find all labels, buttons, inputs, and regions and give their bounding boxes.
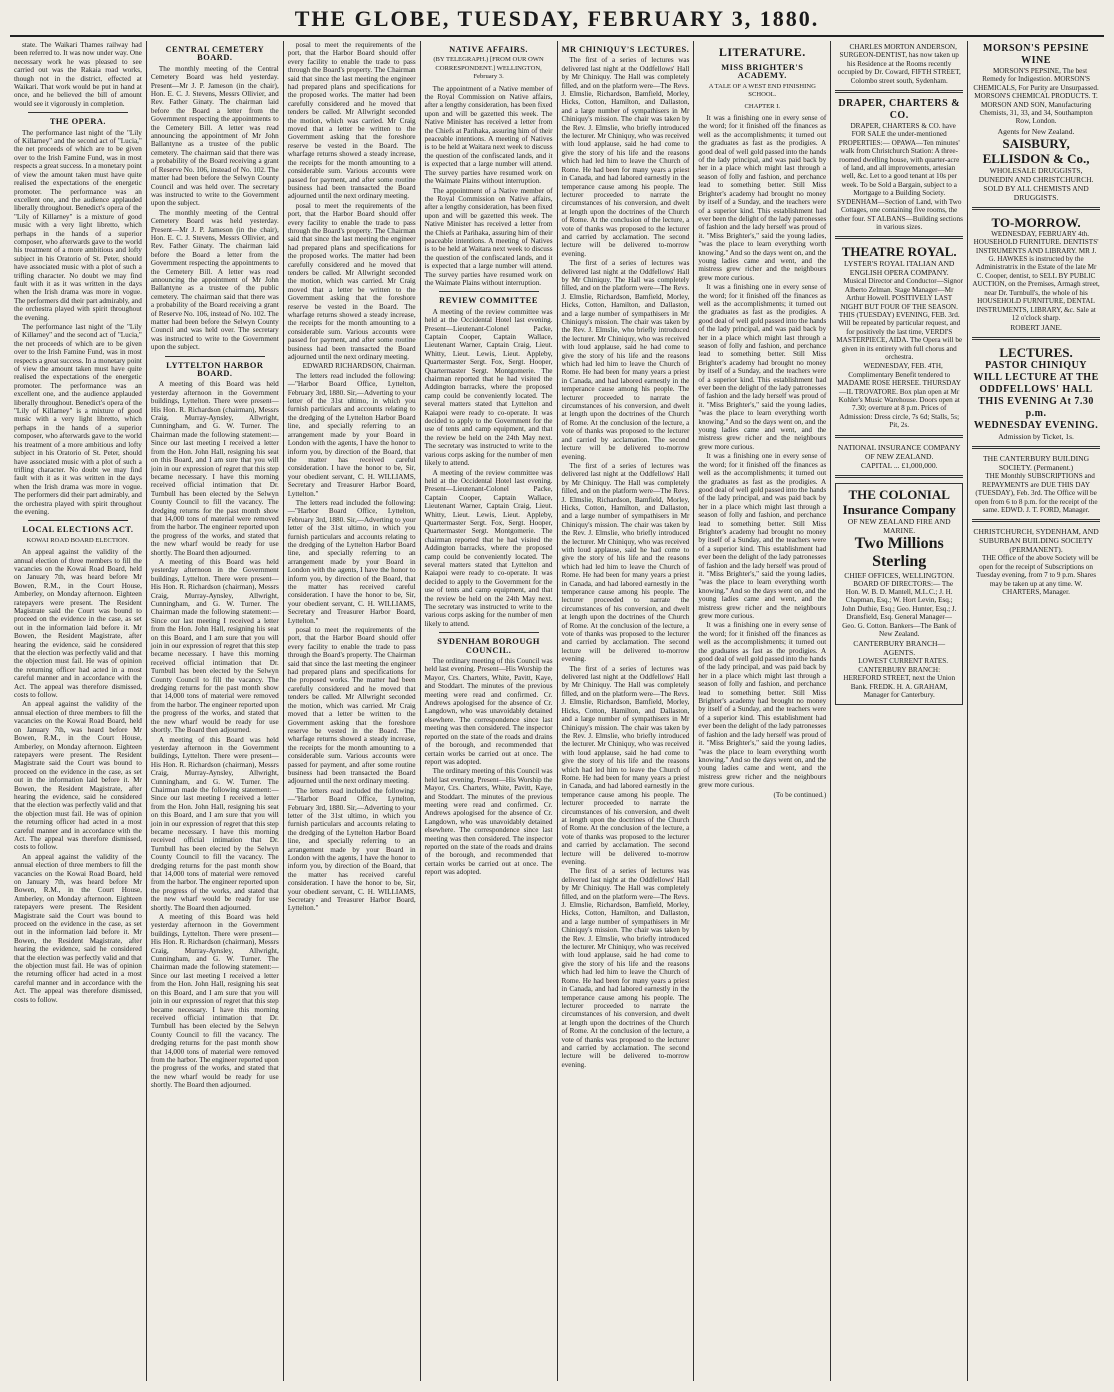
sydenham-heading: SYDENHAM BOROUGH COUNCIL. bbox=[437, 637, 540, 655]
chapter-heading: CHAPTER I. bbox=[744, 102, 781, 110]
opera-heading: THE OPERA. bbox=[49, 117, 107, 127]
ad-national-insurance-capital: CAPITAL ... £1,000,000. bbox=[860, 460, 938, 470]
sydenham-body: The ordinary meeting of this Council was held last evening. Present—His Worship the Mayor, Crs. Charters, White, Pavitt, Kaye, and Stoddart. The minutes of the previous meeting were read and confirmed. Cr. Andrews apologised for the absence of Cr. Langdown, who was unavoidably detained elsewhere. The correspondence since last meeting was then considered. The inspector reported on the state of the roads and drains of the borough, and recommended that certain works be carried out at once. The report was adopted. bbox=[424, 657, 553, 766]
local-elections-subheading: KOWAI ROAD BOARD ELECTION. bbox=[26, 536, 130, 544]
local-elections-body-cont2: An appeal against the validity of the annual election of three members to fill the vacancies on the Kowai Road Board, held on January 7th, was heard before Mr Bowen, R.M., in the Court House, Amberley, on Monday afternoon. Eighteen ratepayers were present. The Resident Magistrate said the Court was bound to proceed on the evidence in the case, as set out in the information laid before it. Mr Bowen, the Resident Magistrate, after hearing the evidence, said he considered that the election was perfectly valid and that the objection must fail. He was of opinion the returning officer had acted in a most careful manner and in accordance with the Act. The appeal was therefore dismissed, costs to follow. bbox=[14, 852, 142, 1004]
column-4 bbox=[421, 41, 558, 1381]
cemetery-body-cont: The monthly meeting of the Central Cemetery Board was held yesterday. Present—Mr J. P. Jameson (in the chair), Hon. E. C. J. Stevens, Messrs Ollivier, and Rev. Father Ginaty. The chairman laid before the Board a letter from the Government respecting the appointments to the Cemetery Bill. A letter was read announcing the appointment of Mr John Ballantyne as a trustee of the public cemetery. The chairman said that there was a probability of the Board receiving a grant of Reserve No. 106, instead of No. 102. The matter had been before the Selwyn County Council and was held over. The secretary was instructed to write to the Government upon the subject. bbox=[150, 208, 279, 352]
ad-national-insurance-title: NATIONAL INSURANCE COMPANY OF NEW ZEALAND. bbox=[837, 442, 961, 461]
literature-subtitle: A TALE OF A WEST END FINISHING SCHOOL. bbox=[708, 82, 816, 99]
to-be-continued: (To be continued.) bbox=[773, 790, 827, 799]
ad-lectures-title: LECTURES. bbox=[999, 345, 1073, 361]
literature-title: MISS BRIGHTER'S ACADEMY. bbox=[721, 63, 804, 81]
ad-sydenham-society-body: THE Office of the above Society will be open for the receipt of Subscriptions on Tuesday evening, from 7 to 9 p.m. Shares may be taken up at any time. W. CHARTERS, Manager. bbox=[976, 554, 1099, 596]
literature-body-2: It was a finishing one in every sense of the word; for it finished off the finances as well as the accomplishments; it turned out the graduates as fast as the prodigies. A good deal of well gold passed into the hands of the lady principal, and was paid back by her in a place which might last through a season of folly and fashion, and perchance lead to something better. Still Miss Brighter's academy had brought no money by itself of a Sunday, and the teachers were of a superior kind. This establishment had ever been the delight of the lady patronesses of fashion and the lady herself was proud of it. "Miss Brighter's," said the young ladies, "was the place to learn everything worth knowing." And so the days went on, and the young ladies came and went, and the mistress grew richer and the neighbours grew more curious. bbox=[698, 283, 827, 451]
ad-draper-body: DRAPER, CHARTERS & CO. have FOR SALE the under-mentioned PROPERTIES:— OPAWA—Ten minutes' walk from Christchurch Station: A three-roomed dwelling house, with quarter-acre of land, and all improvements, artesian well, &c. Let to a good tenant at 10s per week. To be Sold a Bargain, subject to a Mortgage to a Building Society. SYDENHAM—Section of Land, with Two Cottages, one containing five rooms, the other four. ST ALBANS—Building sections in various sizes. bbox=[835, 122, 963, 231]
article-intro: state. The Waikari Thames railway had been referred to. It was now under way. One necessary work he was pleased to see carried out was the Rakaia road works, though not in the district, effected at Waikari. That work would be put in hand at once, and he believed the bill of amount would see it vigorously in completion. bbox=[14, 41, 142, 108]
chiniquy-heading: MR CHINIQUY'S LECTURES. bbox=[561, 45, 690, 54]
letters-body-4: The letters read included the following:—"Harbor Board Office, Lyttelton, February 3rd, 1880. Sir,—Adverting to your letter of the 31st ultimo, in which you furnish particulars and accounts relating to the dredging of the Lyttelton Harbor Board line, and specially referring to an arrangement made by your Board in London with the agents, I have the honor to inform you, by direction of the Board, that the matter has received careful consideration. I have the honor to be, Sir, your obedient servant, C. H. WILLIAMS, Secretary and Treasurer Harbor Board, Lyttelton." bbox=[287, 786, 416, 913]
review-committee-body: A meeting of the review committee was held at the Occidental Hotel last evening. Present—Lieutenant-Colonel Packe, Captain Cooper, Captain Wallace, Lieutenant Warner, Captain Craig, Lieut. Whitty, Lieut. Lewis, Lieut. Appleby, Quartermaster Sergt. Fox, Sergt. Hooper, Quartermaster Sergt. Montgomerie. The chairman reported that he had visited the Addington barracks, where the proposed camp could be conveniently located. The several matters stated that Lyttelton and Kaiapoi were ready to co-operate. It was decided to apply to the Government for the use of tents and camp equipment, and that the review be held on the 24th May next. The secretary was instructed to write to the various corps asking for the number of men likely to attend. bbox=[424, 307, 553, 468]
column-5 bbox=[558, 41, 695, 1381]
native-affairs-body-cont: The appointment of a Native member of the Royal Commission on Native affairs, after a lengthy consideration, has been fixed upon and will be gazetted this week. The Native Minister has received a letter from the Chiefs at Parihaka, assuring him of their peaceable intentions. A meeting of Natives is to be held at Waitara next week to discuss the question of the confiscated lands, and it is expected that a large number will attend. The survey parties have resumed work on the Waimate Plains without interruption. bbox=[424, 186, 553, 287]
divider bbox=[28, 520, 128, 521]
literature-body: It was a finishing one in every sense of the word; for it finished off the finances as well as the accomplishments; it turned out the graduates as fast as the prodigies. A good deal of well gold passed into the hands of the lady principal, and was paid back by her in a place which might last through a season of folly and fashion, and perchance lead to something better. Still Miss Brighter's academy had brought no money by itself of a Sunday, and the teachers were of a superior kind. This establishment had ever been the delight of the lady patronesses of fashion and the lady herself was proud of it. "Miss Brighter's," said the young ladies, "was the place to learn everything worth knowing." And so the days went on, and the young ladies came and went, and the mistress grew richer and the neighbours grew more curious. bbox=[698, 114, 827, 282]
native-affairs-dateline: (BY TELEGRAPH.) [FROM OUR OWN CORRESPONDENT.] WELLINGTON, February 3. bbox=[433, 56, 544, 81]
divider bbox=[972, 337, 1100, 340]
columns bbox=[10, 41, 1104, 1381]
cemetery-body: The monthly meeting of the Central Cemetery Board was held yesterday. Present—Mr J. P. Jameson (in the chair), Hon. E. C. J. Stevens, Messrs Ollivier, and Rev. Father Ginaty. The chairman laid before the Board a letter from the Government respecting the appointments to the Cemetery Bill. A letter was read announcing the appointment of Mr John Ballantyne as a trustee of the public cemetery. The chairman said that there was a probability of the Board receiving a grant of Reserve No. 106, instead of No. 102. The matter had been before the Selwyn County Council and was held over. The secretary was instructed to write to the Government upon the subject. bbox=[150, 64, 279, 208]
divider bbox=[439, 291, 539, 292]
review-committee-body-cont: A meeting of the review committee was held at the Occidental Hotel last evening. Present—Lieutenant-Colonel Packe, Captain Cooper, Captain Wallace, Lieutenant Warner, Captain Craig, Lieut. Whitty, Lieut. Lewis, Lieut. Appleby, Quartermaster Sergt. Fox, Sergt. Hooper, Quartermaster Sergt. Montgomerie. The chairman reported that he had visited the Addington barracks, where the proposed camp could be conveniently located. The several matters stated that Lyttelton and Kaiapoi were ready to co-operate. It was decided to apply to the Government for the use of tents and camp equipment, and that the review be held on the 24th May next. The secretary was instructed to write to the various corps asking for the number of men likely to attend. bbox=[424, 468, 553, 628]
column-6 bbox=[694, 41, 831, 1381]
divider bbox=[835, 236, 963, 239]
lyttelton-continued-2: posal to meet the requirements of the port, that the Harbor Board should offer every facility to enable the trade to pass through the Board's property. The Chairman said that since the last meeting the engineer had prepared plans and specifications for the proposed works. The matter had been carefully considered and he moved that tenders be called. Mr Allwright seconded the motion, which was carried. Mr Craig moved that a letter be written to the Government asking that the foreshore reserve be vested in the Board. The wharfage returns showed a steady increase, the receipts for the month amounting to a considerable sum. Various accounts were passed for payment, and after some routine business had been transacted the Board adjourned until the next ordinary meeting. bbox=[287, 201, 416, 362]
ad-morson-agents: Agents for New Zealand. bbox=[997, 126, 1075, 136]
column-3 bbox=[284, 41, 421, 1381]
ad-auction-body: WEDNESDAY, FEBRUARY 4th. HOUSEHOLD FURNITURE. DENTISTS' INSTRUMENTS AND LIBRARY. MR J. G. HAWKES is instructed by the Administratrix in the Estate of the late Mr C. Cooper, dentist, to SELL BY PUBLIC AUCTION, on the Premises, Armagh street, near Dr. Turnbull's, the whole of his HOUSEHOLD FURNITURE, DENTAL INSTRUMENTS, LIBRARY, &c. Sale at 12 o'clock sharp. bbox=[972, 229, 1100, 322]
ad-building-society-body: THE Monthly SUBSCRIPTIONS and REPAYMENTS are DUE THIS DAY (TUESDAY), Feb. 3rd. The Office will be open from 6 to 8 p.m. for the receipt of the same. EDWD. J. T. FORD, Manager. bbox=[974, 472, 1098, 514]
local-elections-body: An appeal against the validity of the annual election of three members to fill the vacancies on the Kowai Road Board, held on January 7th, was heard before Mr Bowen, R.M., in the Court House, Amberley, on Monday afternoon. Eighteen ratepayers were present. The Resident Magistrate said the Court was bound to proceed on the evidence in the case, as set out in the information laid before it. Mr Bowen, the Resident Magistrate, after hearing the evidence, said he considered that the election was perfectly valid and that the objection must fail. He was of opinion the returning officer had acted in a most careful manner and in accordance with the Act. The appeal was therefore dismissed, costs to follow. bbox=[14, 548, 142, 700]
masthead: THE GLOBE, TUESDAY, FEBRUARY 3, 1880. bbox=[10, 6, 1104, 37]
letters-body-3: posal to meet the requirements of the port, that the Harbor Board should offer every facility to enable the trade to pass through the Board's property. The Chairman said that since the last meeting the engineer had prepared plans and specifications for the proposed works. The matter had been carefully considered and he moved that tenders be called. Mr Allwright seconded the motion, which was carried. Mr Craig moved that a letter be written to the Government asking that the foreshore reserve be vested in the Board. The wharfage returns showed a steady increase, the receipts for the month amounting to a considerable sum. Various accounts were passed for payment, and after some routine business had been transacted the Board adjourned until the next ordinary meeting. bbox=[287, 626, 416, 786]
column-8 bbox=[968, 41, 1104, 1381]
ad-sydenham-society-title: CHRISTCHURCH, SYDENHAM, AND SUBURBAN BUILDING SOCIETY (PERMANENT). bbox=[973, 527, 1099, 555]
opera-body-cont: The performance last night of the "Lily of Killarney" and the second act of "Lucia," the net proceeds of which are to be given over to the Irish Famine Fund, was in most respects a great success. In a monetary point of view the amount taken must have quite realised the expectations of the energetic promoter. The performance was an excellent one, and the audience applauded liberally throughout. Benedict's opera of the "Lily of Killarney" is a mixture of good music with a very light libretto, which perhaps in the hands of a superior composer, who afterwards gave to the world his treatment of a more ambitious and lofty subject in his Oratorio of St. Peter, should have associated music with a plot of such a trifling character. No doubt we may find fault with it as it was written in the days when the Irish drama was more in vogue. The performers did their part admirably, and the orchestra played with spirit throughout the evening. bbox=[14, 323, 142, 516]
ad-morson-body: MORSON'S PEPSINE, The best Remedy for Indigestion. MORSON'S CHEMICALS, For Purity are Unsurpassed. MORSON'S CHEMICAL PRODUCTS. T. MORSON AND SON, Manufacturing Chemists, 31, 33, and 34, Southampton Row, London. bbox=[973, 67, 1099, 126]
ad-auction-title: TO-MORROW. bbox=[991, 214, 1081, 230]
ad-sold-by: SOLD BY ALL CHEMISTS AND DRUGGISTS. bbox=[983, 183, 1089, 202]
divider bbox=[439, 632, 539, 633]
ad-lectures bbox=[972, 345, 1100, 441]
ad-theatre-title: THEATRE ROYAL. bbox=[841, 244, 957, 260]
lyttelton-body-cont: A meeting of this Board was held yesterday afternoon in the Government buildings, Lyttelton. There were present—His Hon. R. Richardson (chairman), Messrs Craig, Murray-Aynsley, Allwright, Cunningham, and G. W. Turner. The Chairman made the following statement:—Since our last meeting I received a letter from the Hon. John Hall, resigning his seat on this Board, and I am sure that you will join in our expression of regret that this step became necessary. I have this morning received official intimation that Dr. Turnbull has been elected by the Selwyn County Council to fill the vacancy. The dredging returns for the past month show that 14,000 tons of material were removed from the harbor. The engineer reported upon the progress of the works, and stated that the new wharf would be ready for use shortly. The Board then adjourned. bbox=[150, 557, 279, 735]
chiniquy-body-2: The first of a series of lectures was delivered last night at the Oddfellows' Hall by Mr Chiniquy. The Hall was completely filled, and on the platform were—The Revs. J. Elmslie, Richardson, Bamfield, Morley, Hicks, Cotton, Hamilton, and Dallaston, and a large number of sympathisers in Mr Chiniquy's mission. The chair was taken by the Rev. J. Elmslie, who briefly introduced the lecturer. Mr Chiniquy, who was received with loud applause, said he had come to give the story of his life and the reasons which had led him to leave the Church of Rome. He had been for many years a priest in Canada, and had labored earnestly in the temperance cause among his people. The lecturer proceeded to narrate the circumstances of his conversion, and dwelt at length upon the doctrines of the Church of Rome. At the conclusion of the lecture, a vote of thanks was proposed to the lecturer and carried by acclamation. The second lecture will be delivered to-morrow evening. bbox=[561, 259, 690, 461]
lyttelton-body: A meeting of this Board was held yesterday afternoon in the Government buildings, Lyttelton. There were present—His Hon. R. Richardson (chairman), Messrs Craig, Murray-Aynsley, Allwright, Cunningham, and G. W. Turner. The Chairman made the following statement:—Since our last meeting I received a letter from the Hon. John Hall, resigning his seat on this Board, and I am sure that you will join in our expression of regret that this step became necessary. I have this morning received official intimation that Dr. Turnbull has been elected by the Selwyn County Council to fill the vacancy. The dredging returns for the past month show that 14,000 tons of material were removed from the harbor. The engineer reported upon the progress of the works, and stated that the new wharf would be ready for use shortly. The Board then adjourned. bbox=[150, 380, 279, 557]
ad-lectures-admission: Admission by Ticket, 1s. bbox=[998, 432, 1074, 442]
ad-auction bbox=[972, 215, 1100, 332]
ad-sydenham-society bbox=[972, 527, 1100, 596]
ad-colonial-branch: LOWEST CURRENT RATES. CANTERBURY BRANCH: HEREFORD STREET, next the Union Bank. FREDK. H. A. GRAHAM, Manager for Canterbury. bbox=[843, 657, 956, 700]
native-affairs-heading: NATIVE AFFAIRS. bbox=[449, 45, 528, 54]
literature-body-4: It was a finishing one in every sense of the word; for it finished off the finances as well as the accomplishments; it turned out the graduates as fast as the prodigies. A good deal of well gold passed into the hands of the lady principal, and was paid back by her in a place which might last through a season of folly and fashion, and perchance lead to something better. Still Miss Brighter's academy had brought no money by itself of a Sunday, and the teachers were of a superior kind. This establishment had ever been the delight of the lady patronesses of fashion and the lady herself was proud of it. "Miss Brighter's," said the young ladies, "was the place to learn everything worth knowing." And so the days went on, and the young ladies came and went, and the mistress grew richer and the neighbours grew more curious. bbox=[698, 621, 827, 790]
ad-salisbury-title: SAISBURY, ELLISDON & Co., bbox=[982, 135, 1090, 166]
letters-body: The letters read included the following:—"Harbor Board Office, Lyttelton, February 3rd, 1880. Sir,—Adverting to your letter of the 31st ultimo, in which you furnish particulars and accounts relating to the dredging of the Lyttelton Harbor Board line, and specially referring to an arrangement made by your Board in London with the agents, I have the honor to inform you, by direction of the Board, that the matter has received careful consideration. I have the honor to be, Sir, your obedient servant, C. H. WILLIAMS, Secretary and Treasurer Harbor Board, Lyttelton." bbox=[287, 371, 416, 498]
ad-theatre-body: Musical Director and Conductor—Signor Alberto Zelman. Stage Manager—Mr Arthur Howell. POSITIVELY LAST NIGHT BUT FOUR OF THE SEASON. THIS (TUESDAY) EVENING, FEB. 3rd. Will be repeated by particular request, and for positively the last time, VERDI'S MASTERPIECE, AIDA. The Opera will be given in its entirety with full chorus and orchestra. bbox=[836, 277, 963, 361]
chiniquy-body-5: The first of a series of lectures was delivered last night at the Oddfellows' Hall by Mr Chiniquy. The Hall was completely filled, and on the platform were—The Revs. J. Elmslie, Richardson, Bamfield, Morley, Hicks, Cotton, Hamilton, and Dallaston, and a large number of sympathisers in Mr Chiniquy's mission. The chair was taken by the Rev. J. Elmslie, who briefly introduced the lecturer. Mr Chiniquy, who was received with loud applause, said he had come to give the story of his life and the reasons which had led him to leave the Church of Rome. He had been for many years a priest in Canada, and had labored earnestly in the temperance cause among his people. The lecturer proceeded to narrate the circumstances of his conversion, and dwelt at length upon the doctrines of the Church of Rome. At the conclusion of the lecture, a vote of thanks was proposed to the lecturer and carried by acclamation. The second lecture will be delivered to-morrow evening. bbox=[561, 867, 690, 1069]
divider bbox=[835, 435, 963, 438]
ad-auction-auctioneer: ROBERT JANE. bbox=[1010, 323, 1062, 333]
ad-salisbury-body: WHOLESALE DRUGGISTS, DUNEDIN AND CHRISTCHURCH. bbox=[978, 165, 1094, 184]
native-affairs-body: The appointment of a Native member of the Royal Commission on Native affairs, after a lengthy consideration, has been fixed upon and will be gazetted this week. The Native Minister has received a letter from the Chiefs at Parihaka, assuring him of their peaceable intentions. A meeting of Natives is to be held at Waitara next week to discuss the question of the confiscated lands, and it is expected that a large number will attend. The survey parties have resumed work on the Waimate Plains without interruption. bbox=[424, 84, 553, 186]
lyttelton-heading: LYTTELTON HARBOR BOARD. bbox=[166, 360, 264, 379]
chiniquy-body: The first of a series of lectures was delivered last night at the Oddfellows' Hall by Mr Chiniquy. The Hall was completely filled, and on the platform were—The Revs. J. Elmslie, Richardson, Bamfield, Morley, Hicks, Cotton, Hamilton, and Dallaston, and a large number of sympathisers in Mr Chiniquy's mission. The chair was taken by the Rev. J. Elmslie, who briefly introduced the lecturer. Mr Chiniquy, who was received with loud applause, said he had come to give the story of his life and the reasons which had led him to leave the Church of Rome. He had been for many years a priest in Canada, and had labored earnestly in the temperance cause among his people. The lecturer proceeded to narrate the circumstances of his conversion, and dwelt at length upon the doctrines of the Church of Rome. At the conclusion of the lecture, a vote of thanks was proposed to the lecturer and carried by acclamation. The second lecture will be delivered to-morrow evening. bbox=[561, 56, 690, 258]
signature: EDWARD RICHARDSON, Chairman. bbox=[302, 362, 416, 371]
ad-morson bbox=[972, 43, 1100, 202]
ad-lectures-wednesday: WEDNESDAY EVENING. bbox=[973, 420, 1099, 432]
ad-colonial-subtitle: OF NEW ZEALAND FIRE AND MARINE. bbox=[847, 516, 951, 535]
ad-building-society-title: THE CANTERBURY BUILDING SOCIETY. (Permanent.) bbox=[983, 454, 1090, 473]
column-1 bbox=[10, 41, 147, 1381]
ad-theatre-schedule: WEDNESDAY, FEB. 4TH, Complimentary Benefit tendered to MADAME ROSE HERSEE. THURSDAY—IL TROVATORE. Box plan open at Mr Kohler's Music Warehouse. Doors open at 7.30; overture at 8 p.m. Prices of Admission: Dress circle, 7s 6d; Stalls, 5s; Pit, 2s. bbox=[837, 362, 962, 430]
lyttelton-continued: posal to meet the requirements of the port, that the Harbor Board should offer every facility to enable the trade to pass through the Board's property. The Chairman said that since the last meeting the engineer had prepared plans and specifications for the proposed works. The matter had been carefully considered and he moved that tenders be called. Mr Allwright seconded the motion, which was carried. Mr Craig moved that a letter be written to the Government asking that the foreshore reserve be vested in the Board. The wharfage returns showed a steady increase, the receipts for the month amounting to a considerable sum. Various accounts were passed for payment, and after some routine business had been transacted the Board adjourned until the next ordinary meeting. bbox=[287, 41, 416, 201]
ad-draper bbox=[835, 98, 963, 231]
sydenham-body-cont: The ordinary meeting of this Council was held last evening. Present—His Worship the Mayor, Crs. Charters, White, Pavitt, Kaye, and Stoddart. The minutes of the previous meeting were read and confirmed. Cr. Andrews apologised for the absence of Cr. Langdown, who was unavoidably detained elsewhere. The correspondence since last meeting was then considered. The inspector reported on the state of the roads and drains of the borough, and recommended that certain works be carried out at once. The report was adopted. bbox=[424, 767, 553, 877]
divider bbox=[835, 475, 963, 478]
ad-colonial-directors: BOARD OF DIRECTORS:— The Hon. W. B. D. Mantell, M.L.C.; J. H. Chapman, Esq.; W. Hort Levin, Esq.; John Duthie, Esq.; Geo. Hunter, Esq.; J. Dransfield, Esq. General Manager—Geo. G. Cotton. Bankers—The Bank of New Zealand. bbox=[841, 579, 957, 639]
ad-building-society bbox=[972, 454, 1100, 514]
ad-colonial-title: THE COLONIAL Insurance Company bbox=[842, 486, 956, 517]
divider bbox=[28, 112, 128, 113]
ad-theatre bbox=[835, 244, 963, 429]
local-elections-heading: LOCAL ELECTIONS ACT. bbox=[22, 525, 134, 535]
chiniquy-body-3: The first of a series of lectures was delivered last night at the Oddfellows' Hall by Mr Chiniquy. The Hall was completely filled, and on the platform were—The Revs. J. Elmslie, Richardson, Bamfield, Morley, Hicks, Cotton, Hamilton, and Dallaston, and a large number of sympathisers in Mr Chiniquy's mission. The chair was taken by the Rev. J. Elmslie, who briefly introduced the lecturer. Mr Chiniquy, who was received with loud applause, said he had come to give the story of his life and the reasons which had led him to leave the Church of Rome. He had been for many years a priest in Canada, and had labored earnestly in the temperance cause among his people. The lecturer proceeded to narrate the circumstances of his conversion, and dwelt at length upon the doctrines of the Church of Rome. At the conclusion of the lecture, a vote of thanks was proposed to the lecturer and carried by acclamation. The second lecture will be delivered to-morrow evening. bbox=[561, 461, 690, 664]
ad-colonial-capital: Two Millions Sterling bbox=[854, 534, 944, 570]
literature-body-3: It was a finishing one in every sense of the word; for it finished off the finances as well as the accomplishments; it turned out the graduates as fast as the prodigies. A good deal of well gold passed into the hands of the lady principal, and was paid back by her in a place which might last through a season of folly and fashion, and perchance lead to something better. Still Miss Brighter's academy had brought no money by itself of a Sunday, and the teachers were of a superior kind. This establishment had ever been the delight of the lady patronesses of fashion and the lady herself was proud of it. "Miss Brighter's," said the young ladies, "was the place to learn everything worth knowing." And so the days went on, and the young ladies came and went, and the mistress grew richer and the neighbours grew more curious. bbox=[698, 452, 827, 620]
divider bbox=[165, 356, 265, 357]
divider bbox=[972, 519, 1100, 522]
literature-heading: LITERATURE. bbox=[718, 45, 806, 59]
ad-colonial-insurance bbox=[835, 483, 963, 705]
opera-body: The performance last night of the "Lily of Killarney" and the second act of "Lucia," the net proceeds of which are to be given over to the Irish Famine Fund, was in most respects a great success. In a monetary point of view the amount taken must have quite realised the expectations of the energetic promoter. The performance was an excellent one, and the audience applauded liberally throughout. Benedict's opera of the "Lily of Killarney" is a mixture of good music with a very light libretto, which perhaps in the hands of a superior composer, who afterwards gave to the world his treatment of a more ambitious and lofty subject in his Oratorio of St. Peter, should have associated music with a plot of such a trifling character. No doubt we may find fault with it as it was written in the days when the Irish drama was more in vogue. The performers did their part admirably, and the orchestra played with spirit throughout the evening. bbox=[14, 128, 142, 322]
lyttelton-body-cont3: A meeting of this Board was held yesterday afternoon in the Government buildings, Lyttelton. There were present—His Hon. R. Richardson (chairman), Messrs Craig, Murray-Aynsley, Allwright, Cunningham, and G. W. Turner. The Chairman made the following statement:—Since our last meeting I received a letter from the Hon. John Hall, resigning his seat on this Board, and I am sure that you will join in our expression of regret that this step became necessary. I have this morning received official intimation that Dr. Turnbull has been elected by the Selwyn County Council to fill the vacancy. The dredging returns for the past month show that 14,000 tons of material were removed from the harbor. The engineer reported upon the progress of the works, and stated that the new wharf would be ready for use shortly. The Board then adjourned. bbox=[150, 913, 279, 1090]
cemetery-heading: CENTRAL CEMETERY BOARD. bbox=[165, 45, 265, 63]
ad-colonial-offices: CHIEF OFFICES, WELLINGTON. bbox=[844, 570, 955, 580]
local-elections-body-cont: An appeal against the validity of the annual election of three members to fill the vacancies on the Kowai Road Board, held on January 7th, was heard before Mr Bowen, R.M., in the Court House, Amberley, on Monday afternoon. Eighteen ratepayers were present. The Resident Magistrate said the Court was bound to proceed on the evidence in the case, as set out in the information laid before it. Mr Bowen, the Resident Magistrate, after hearing the evidence, said he considered that the election was perfectly valid and that the objection must fail. He was of opinion the returning officer had acted in a most careful manner and in accordance with the Act. The appeal was therefore dismissed, costs to follow. bbox=[14, 700, 142, 852]
divider bbox=[835, 90, 963, 93]
chiniquy-body-4: The first of a series of lectures was delivered last night at the Oddfellows' Hall by Mr Chiniquy. The Hall was completely filled, and on the platform were—The Revs. J. Elmslie, Richardson, Bamfield, Morley, Hicks, Cotton, Hamilton, and Dallaston, and a large number of sympathisers in Mr Chiniquy's mission. The chair was taken by the Rev. J. Elmslie, who briefly introduced the lecturer. Mr Chiniquy, who was received with loud applause, said he had come to give the story of his life and the reasons which had led him to leave the Church of Rome. He had been for many years a priest in Canada, and had labored earnestly in the temperance cause among his people. The lecturer proceeded to narrate the circumstances of his conversion, and dwelt at length upon the doctrines of the Church of Rome. At the conclusion of the lecture, a vote of thanks was proposed to the lecturer and carried by acclamation. The second lecture will be delivered to-morrow evening. bbox=[561, 664, 690, 866]
ad-colonial-agents: CANTERBURY BRANCH—AGENTS. bbox=[853, 639, 946, 658]
ad-dentist-text: CHARLES MORTON ANDERSON, SURGEON-DENTIST, has now taken up his Residence at the Rooms recently occupied by Dr. Coward, FIFTH STREET, Colombo street south, Sydenham. bbox=[837, 43, 961, 85]
ad-draper-title: DRAPER, CHARTERS & CO. bbox=[838, 98, 961, 122]
ad-lectures-body: PASTOR CHINIQUY WILL LECTURE AT THE ODDFELLOWS' HALL THIS EVENING At 7.30 p.m. bbox=[973, 360, 1099, 420]
ad-national-insurance bbox=[835, 443, 963, 470]
ad-theatre-subtitle: LYSTER'S ROYAL ITALIAN AND ENGLISH OPERA COMPANY. bbox=[843, 259, 955, 278]
lyttelton-body-cont2: A meeting of this Board was held yesterday afternoon in the Government buildings, Lyttelton. There were present—His Hon. R. Richardson (chairman), Messrs Craig, Murray-Aynsley, Allwright, Cunningham, and G. W. Turner. The Chairman made the following statement:—Since our last meeting I received a letter from the Hon. John Hall, resigning his seat on this Board, and I am sure that you will join in our expression of regret that this step became necessary. I have this morning received official intimation that Dr. Turnbull has been elected by the Selwyn County Council to fill the vacancy. The dredging returns for the past month show that 14,000 tons of material were removed from the harbor. The engineer reported upon the progress of the works, and stated that the new wharf would be ready for use shortly. The Board then adjourned. bbox=[150, 735, 279, 912]
divider bbox=[972, 446, 1100, 449]
review-committee-heading: REVIEW COMMITTEE bbox=[439, 296, 538, 306]
ad-morson-title: MORSON'S PEPSINE WINE bbox=[983, 43, 1090, 66]
divider bbox=[972, 207, 1100, 210]
column-2 bbox=[147, 41, 284, 1381]
letters-body-2: The letters read included the following:—"Harbor Board Office, Lyttelton, February 3rd, 1880. Sir,—Adverting to your letter of the 31st ultimo, in which you furnish particulars and accounts relating to the dredging of the Lyttelton Harbor Board line, and specially referring to an arrangement made by your Board in London with the agents, I have the honor to inform you, by direction of the Board, that the matter has received careful consideration. I have the honor to be, Sir, your obedient servant, C. H. WILLIAMS, Secretary and Treasurer Harbor Board, Lyttelton." bbox=[287, 498, 416, 625]
column-7 bbox=[831, 41, 968, 1381]
ad-dentist bbox=[835, 43, 963, 85]
